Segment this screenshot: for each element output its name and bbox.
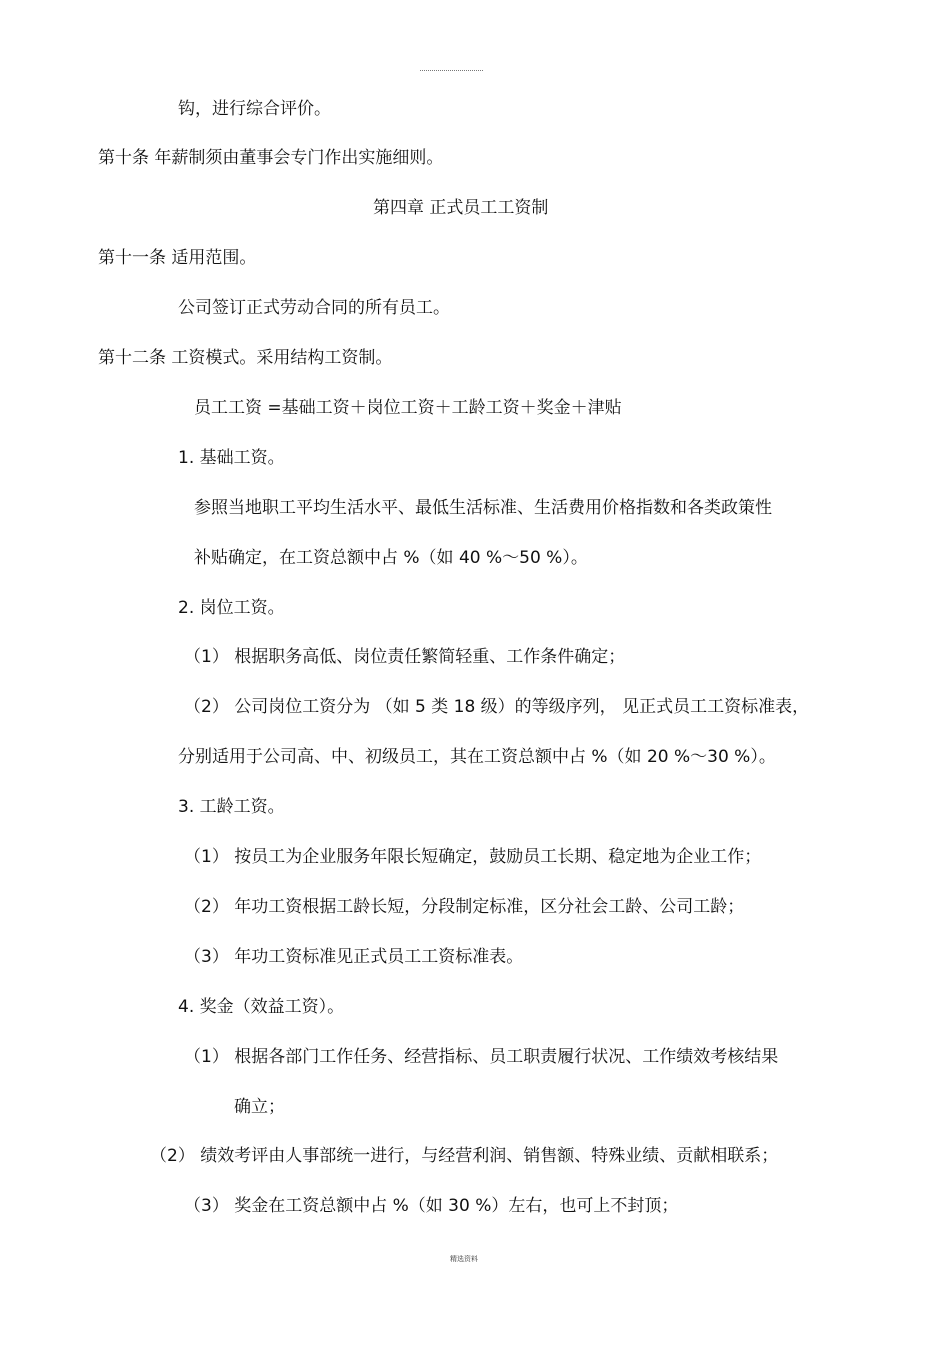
article-10: 第十条 年薪制须由董事会专门作出实施细则。 — [98, 148, 444, 168]
sub-item: （3） 奖金在工资总额中占 %（如 30 %）左右，也可上不封顶； — [184, 1196, 679, 1216]
item-4-heading: 4. 奖金（效益工资）。 — [178, 997, 345, 1017]
salary-formula: 员工工资 =基础工资＋岗位工资＋工龄工资＋奖金＋津贴 — [194, 398, 622, 418]
text-line: 公司签订正式劳动合同的所有员工。 — [178, 298, 450, 318]
sub-item: （2） 年功工资根据工龄长短，分段制定标准，区分社会工龄、公司工龄； — [184, 897, 745, 917]
text-line: 确立； — [234, 1097, 285, 1117]
header-rule — [420, 70, 483, 71]
text-line: 参照当地职工平均生活水平、最低生活标准、生活费用价格指数和各类政策性 — [194, 498, 772, 518]
item-3-heading: 3. 工龄工资。 — [178, 797, 285, 817]
item-2-heading: 2. 岗位工资。 — [178, 598, 285, 618]
chapter-heading: 第四章 正式员工工资制 — [373, 198, 549, 218]
text-line: 分别适用于公司高、中、初级员工，其在工资总额中占 %（如 20 %～30 %）。 — [178, 747, 776, 767]
sub-item: （3） 年功工资标准见正式员工工资标准表。 — [184, 947, 524, 967]
text-line: 钩，进行综合评价。 — [178, 99, 331, 119]
sub-item: （1） 根据职务高低、岗位责任繁简轻重、工作条件确定； — [184, 647, 626, 667]
sub-item: （1） 按员工为企业服务年限长短确定，鼓励员工长期、稳定地为企业工作； — [184, 847, 762, 867]
sub-item: （2） 公司岗位工资分为 （如 5 类 18 级）的等级序列， 见正式员工工资标准表， — [184, 697, 810, 717]
item-1-heading: 1. 基础工资。 — [178, 448, 285, 468]
text-line: 补贴确定，在工资总额中占 %（如 40 %～50 %）。 — [194, 548, 588, 568]
page-footer: 精选资料 — [450, 1255, 478, 1263]
article-11: 第十一条 适用范围。 — [98, 248, 257, 268]
sub-item: （2） 绩效考评由人事部统一进行，与经营利润、销售额、特殊业绩、贡献相联系； — [150, 1146, 779, 1166]
sub-item: （1） 根据各部门工作任务、经营指标、员工职责履行状况、工作绩效考核结果 — [184, 1047, 779, 1067]
article-12: 第十二条 工资模式。采用结构工资制。 — [98, 348, 393, 368]
